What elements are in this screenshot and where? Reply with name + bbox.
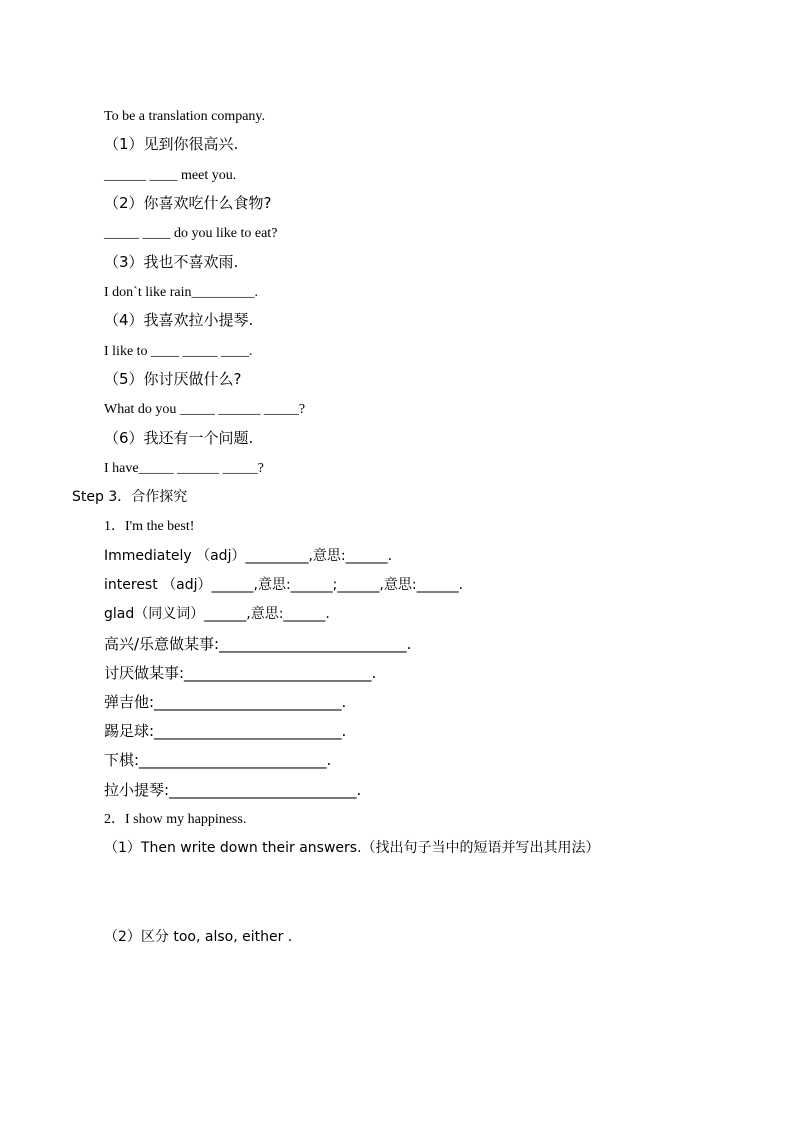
question-4-answer: I like to ____ _____ ____.: [104, 344, 253, 359]
immediately-line: Immediately （adj）_________,意思:______.: [104, 548, 393, 564]
step3-heading: Step 3．合作探究: [72, 489, 188, 505]
question-3-label: （3）我也不喜欢雨.: [104, 253, 239, 271]
question-5-answer: What do you _____ ______ _____?: [104, 402, 306, 417]
question-3-answer: I don`t like rain_________.: [104, 285, 258, 300]
intro-line: To be a translation company.: [104, 109, 266, 124]
question-5-label: （5）你讨厌做什么?: [104, 370, 242, 388]
glad-to-do-line: 高兴/乐意做某事:_________________________.: [104, 635, 412, 653]
play-guitar-line: 弹吉他:_________________________.: [104, 693, 347, 711]
question-2-answer: _____ ____ do you like to eat?: [104, 226, 278, 241]
question-4-label: （4）我喜欢拉小提琴.: [104, 311, 254, 329]
play-soccer-line: 踢足球:_________________________.: [104, 722, 347, 740]
hate-doing-line: 讨厌做某事:_________________________.: [104, 664, 377, 682]
question-6-answer: I have_____ ______ _____?: [104, 461, 264, 476]
interest-line: interest （adj）______,意思:______;______,意思:______.: [104, 577, 464, 593]
section-1-title: 1．I'm the best!: [104, 519, 195, 534]
question-6-label: （6）我还有一个问题.: [104, 429, 254, 447]
section-2-title: 2．I show my happiness.: [104, 812, 247, 827]
play-violin-line: 拉小提琴:_________________________.: [104, 781, 362, 799]
section-2-question-1: （1）Then write down their answers.（找出句子当中的短语并写出其用法）: [104, 840, 600, 856]
play-chess-line: 下棋:_________________________.: [104, 751, 332, 769]
question-2-label: （2）你喜欢吃什么食物?: [104, 194, 272, 212]
question-1-label: （1）见到你很高兴.: [104, 135, 239, 153]
glad-line: glad（同义词）______,意思:______.: [104, 606, 330, 622]
question-1-answer: ______ ____ meet you.: [104, 168, 237, 183]
section-2-question-2: （2）区分 too, also, either .: [104, 929, 293, 945]
